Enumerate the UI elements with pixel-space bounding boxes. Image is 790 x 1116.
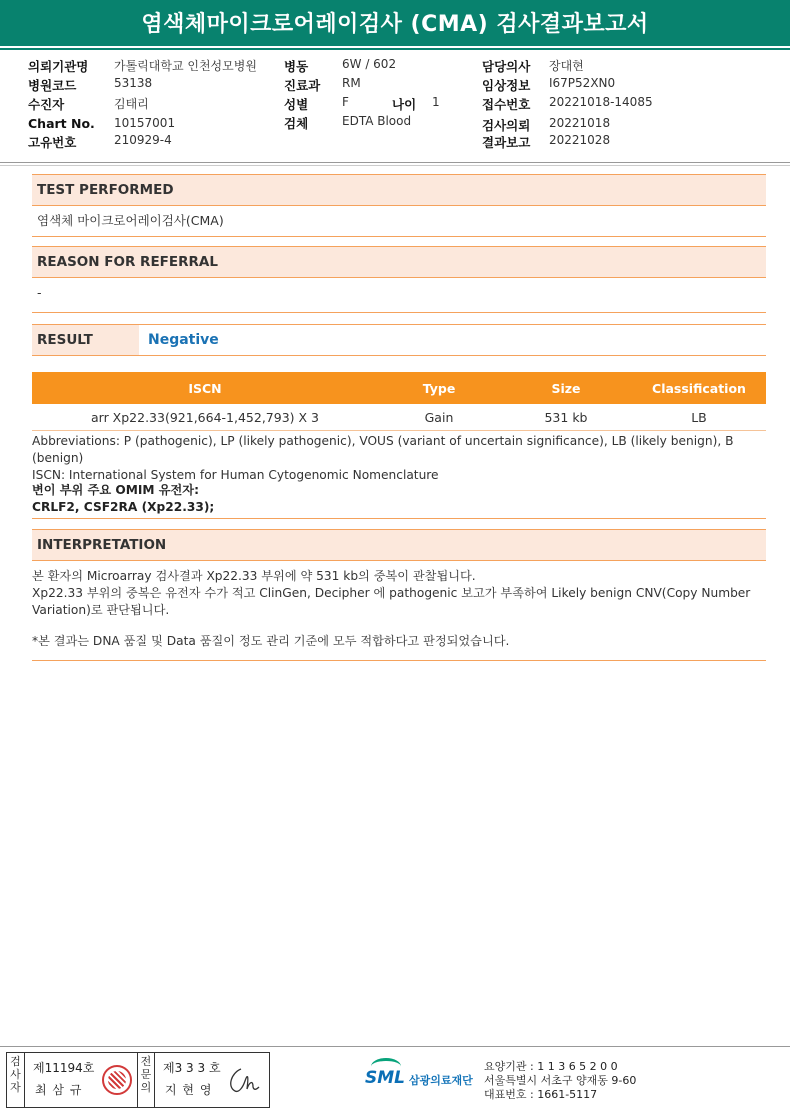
col-header-iscn: ISCN: [32, 372, 378, 404]
label-ward: 병동: [284, 59, 309, 74]
iscn-table: [32, 372, 766, 431]
label-age: 나이: [392, 97, 417, 112]
signature-icon: [225, 1065, 261, 1097]
cell-type: Gain: [378, 404, 500, 431]
sml-logo: [365, 1058, 485, 1098]
value-unique-no: 210929-4: [114, 133, 172, 147]
label-receipt-no: 접수번호: [482, 97, 531, 112]
value-request-date: 20221018: [549, 116, 611, 130]
cell-size: 531 kb: [500, 404, 632, 431]
institution-phone: 대표번호 : 1661-5117: [484, 1088, 598, 1101]
label-physician: 담당의사: [482, 59, 531, 74]
label-chart-no: Chart No.: [28, 116, 95, 131]
col-header-size: Size: [500, 372, 632, 404]
reason-section: [32, 246, 766, 308]
cell-iscn: arr Xp22.33(921,664-1,452,793) X 3: [32, 404, 378, 431]
header-divider-secondary: [0, 165, 790, 166]
footer-divider: [0, 1046, 790, 1047]
examiner-license-no: 제11194호: [33, 1061, 95, 1075]
omim-title: 변이 부위 주요 OMIM 유전자:: [32, 483, 199, 497]
interpretation-section: [32, 529, 766, 561]
seal-stamp-icon: [102, 1065, 132, 1095]
divider: [32, 518, 766, 519]
interpretation-line: 본 환자의 Microarray 검사결과 Xp22.33 부위에 약 531 kb의 중복이 관찰됩니다.: [32, 569, 476, 583]
institution-info: [484, 1060, 636, 1102]
quality-note: *본 결과는 DNA 품질 및 Data 품질이 정도 관리 기준에 모두 적합하다고 판정되었습니다.: [32, 634, 510, 648]
value-hospital-code: 53138: [114, 76, 153, 90]
col-header-classification: Classification: [632, 372, 766, 404]
report-title: 염색체마이크로어레이검사 (CMA) 검사결과보고서: [0, 0, 790, 46]
divider: [32, 660, 766, 661]
signature-box: [6, 1052, 270, 1108]
label-department: 진료과: [284, 78, 321, 93]
iscn-definition: ISCN: International System for Human Cytogenomic Nomenclature: [32, 468, 439, 482]
label-specimen: 검체: [284, 116, 309, 131]
result-row: [32, 324, 766, 356]
value-age: 1: [432, 95, 440, 109]
interpretation-line: Xp22.33 부위의 중복은 유전자 수가 적고 ClinGen, Decipher 에 pathogenic 보고가 부족하여 Likely benign CNV(Copy Number: [32, 586, 751, 600]
interpretation-heading: INTERPRETATION: [32, 529, 766, 561]
test-performed-section: [32, 174, 766, 236]
value-physician: 장대현: [549, 59, 584, 73]
institution-code: 요양기관 : 1 1 3 6 5 2 0 0: [484, 1060, 618, 1073]
confirmer-label: 전문의: [137, 1053, 155, 1107]
confirmer-name: 지 현 영: [165, 1083, 213, 1097]
org-name: 삼광의료재단: [409, 1074, 473, 1087]
interpretation-body: [32, 568, 762, 650]
label-requesting-institution: 의뢰기관명: [28, 59, 89, 74]
test-performed-heading: TEST PERFORMED: [32, 174, 766, 206]
col-header-type: Type: [378, 372, 500, 404]
divider: [32, 312, 766, 313]
cell-classification: LB: [632, 404, 766, 431]
abbreviations: [32, 433, 772, 484]
logo-text: SML: [365, 1068, 405, 1088]
label-sex: 성별: [284, 97, 309, 112]
label-request-date: 검사의뢰: [482, 118, 531, 133]
test-performed-value: 염색체 마이크로어레이검사(CMA): [37, 213, 224, 228]
label-patient: 수진자: [28, 97, 65, 112]
examiner-name: 최 삼 규: [35, 1083, 83, 1097]
value-patient: 김태리: [114, 97, 149, 111]
label-unique-no: 고유번호: [28, 135, 77, 150]
omim-genes: [32, 482, 214, 516]
table-header-row: [32, 372, 766, 404]
omim-gene-list: CRLF2, CSF2RA (Xp22.33);: [32, 500, 215, 514]
value-chart-no: 10157001: [114, 116, 176, 130]
result-heading: RESULT: [32, 325, 139, 355]
examiner-label: 검사자: [7, 1053, 25, 1107]
value-requesting-institution: 가톨릭대학교 인천성모병원: [114, 59, 257, 73]
value-department: RM: [342, 76, 361, 90]
value-report-date: 20221028: [549, 133, 611, 147]
label-clinical-info: 임상정보: [482, 78, 531, 93]
value-clinical-info: I67P52XN0: [549, 76, 616, 90]
reason-heading: REASON FOR REFERRAL: [32, 246, 766, 278]
value-receipt-no: 20221018-14085: [549, 95, 653, 109]
value-ward: 6W / 602: [342, 57, 397, 71]
divider: [32, 236, 766, 237]
result-value: Negative: [148, 332, 219, 348]
label-report-date: 결과보고: [482, 135, 531, 150]
value-specimen: EDTA Blood: [342, 114, 412, 128]
abbreviations-line: Abbreviations: P (pathogenic), LP (likely pathogenic), VOUS (variant of uncertain significance), LB (likely benign), B (benign): [32, 434, 734, 465]
institution-address: 서울특별시 서초구 양재동 9-60: [484, 1074, 637, 1087]
reason-value: -: [37, 285, 42, 300]
header-divider: [0, 162, 790, 163]
confirmer-license-no: 제3 3 3 호: [163, 1061, 221, 1075]
patient-header: [0, 52, 790, 162]
table-row: [32, 404, 766, 431]
interpretation-line: Variation)로 판단됩니다.: [32, 603, 170, 617]
label-hospital-code: 병원코드: [28, 78, 77, 93]
value-sex: F: [342, 95, 349, 109]
